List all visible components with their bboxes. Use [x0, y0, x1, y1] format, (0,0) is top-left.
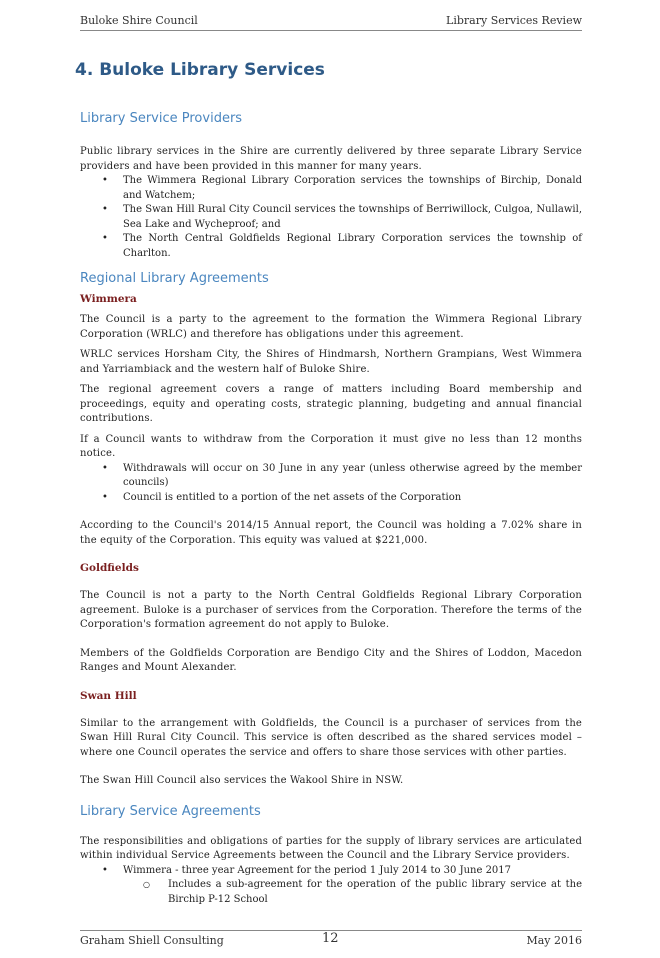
- list-item: • The Wimmera Regional Library Corporation services the townships of Birchip, Donald and Watchem;: [80, 174, 582, 203]
- wimmera-paragraph-1: The Council is a party to the agreement to the formation the Wimmera Regional Library Corporation (WRLC) and therefore has obligations under this agreement.: [80, 314, 582, 340]
- heading-library-service-agreements: Library Service Agreements: [80, 803, 261, 819]
- list-item: • The North Central Goldfields Regional Library Corporation services the township of Charlton.: [80, 232, 582, 261]
- heading-library-service-providers: Library Service Providers: [80, 111, 243, 126]
- page-header: [80, 14, 582, 31]
- providers-list: [80, 174, 582, 261]
- list-item: • Withdrawals will occur on 30 June in any year (unless otherwise agreed by the member councils): [80, 462, 582, 491]
- subheading-goldfields: Goldfields: [80, 562, 139, 574]
- list-item: • The Swan Hill Rural City Council services the townships of Berriwillock, Culgoa, Nullawil, Sea Lake and Wycheproof; and: [80, 203, 582, 232]
- wimmera-paragraph-5: According to the Council's 2014/15 Annual report, the Council was holding a 7.02% share in the equity of the Corporation. This equity was valued at $221,000.: [80, 520, 582, 546]
- header-left: Buloke Shire Council: [80, 14, 198, 27]
- header-right: Library Services Review: [446, 14, 582, 27]
- wimmera-paragraph-2: WRLC services Horsham City, the Shires of Hindmarsh, Northern Grampians, West Wimmera and Yarriambiack and the western half of Buloke Shire.: [80, 349, 582, 375]
- swanhill-paragraph-1: Similar to the arrangement with Goldfields, the Council is a purchaser of services from the Swan Hill Rural City Council. This service is often described as the shared services model – where one Council operates the service and offers to share those services with other parties.: [80, 717, 582, 758]
- sub-list-item: ○ Includes a sub-agreement for the operation of the public library service at the Birchip P-12 School: [80, 878, 582, 907]
- page-footer: [80, 930, 582, 949]
- wimmera-paragraph-4: If a Council wants to withdraw from the Corporation it must give no less than 12 months notice.: [80, 433, 582, 459]
- list-item: • Wimmera - three year Agreement for the period 1 July 2014 to 30 June 2017: [80, 864, 582, 879]
- wimmera-withdrawal-list: [80, 462, 582, 506]
- page-title: 4. Buloke Library Services: [75, 60, 325, 80]
- goldfields-paragraph-2: Members of the Goldfields Corporation are Bendigo City and the Shires of Loddon, Macedon Ranges and Mount Alexander.: [80, 647, 582, 673]
- agreements-list: [80, 864, 582, 908]
- page-number: 12: [322, 931, 339, 946]
- footer-left: Graham Shiell Consulting: [80, 934, 224, 947]
- list-item: • Council is entitled to a portion of the net assets of the Corporation: [80, 491, 582, 506]
- subheading-swan-hill: Swan Hill: [80, 689, 137, 702]
- goldfields-paragraph-1: The Council is not a party to the North Central Goldfields Regional Library Corporation agreement. Buloke is a purchaser of services from the Corporation. Therefore the terms of the Corporation's formation agreement do not apply to Buloke.: [80, 590, 582, 630]
- swanhill-paragraph-2: The Swan Hill Council also services the Wakool Shire in NSW.: [80, 775, 404, 786]
- footer-right: May 2016: [526, 934, 582, 947]
- agreements-intro: The responsibilities and obligations of parties for the supply of library services are articulated within individual Service Agreements between the Council and the Library Service providers.: [80, 835, 582, 861]
- subheading-wimmera: Wimmera: [80, 293, 137, 305]
- heading-regional-library-agreements: Regional Library Agreements: [80, 271, 269, 286]
- page-content: [75, 58, 582, 907]
- providers-intro: Public library services in the Shire are currently delivered by three separate Library Service providers and have been provided in this manner for many years.: [80, 146, 582, 172]
- wimmera-paragraph-3: The regional agreement covers a range of matters including Board membership and proceedings, equity and operating costs, strategic planning, budgeting and annual financial contributions.: [80, 384, 582, 424]
